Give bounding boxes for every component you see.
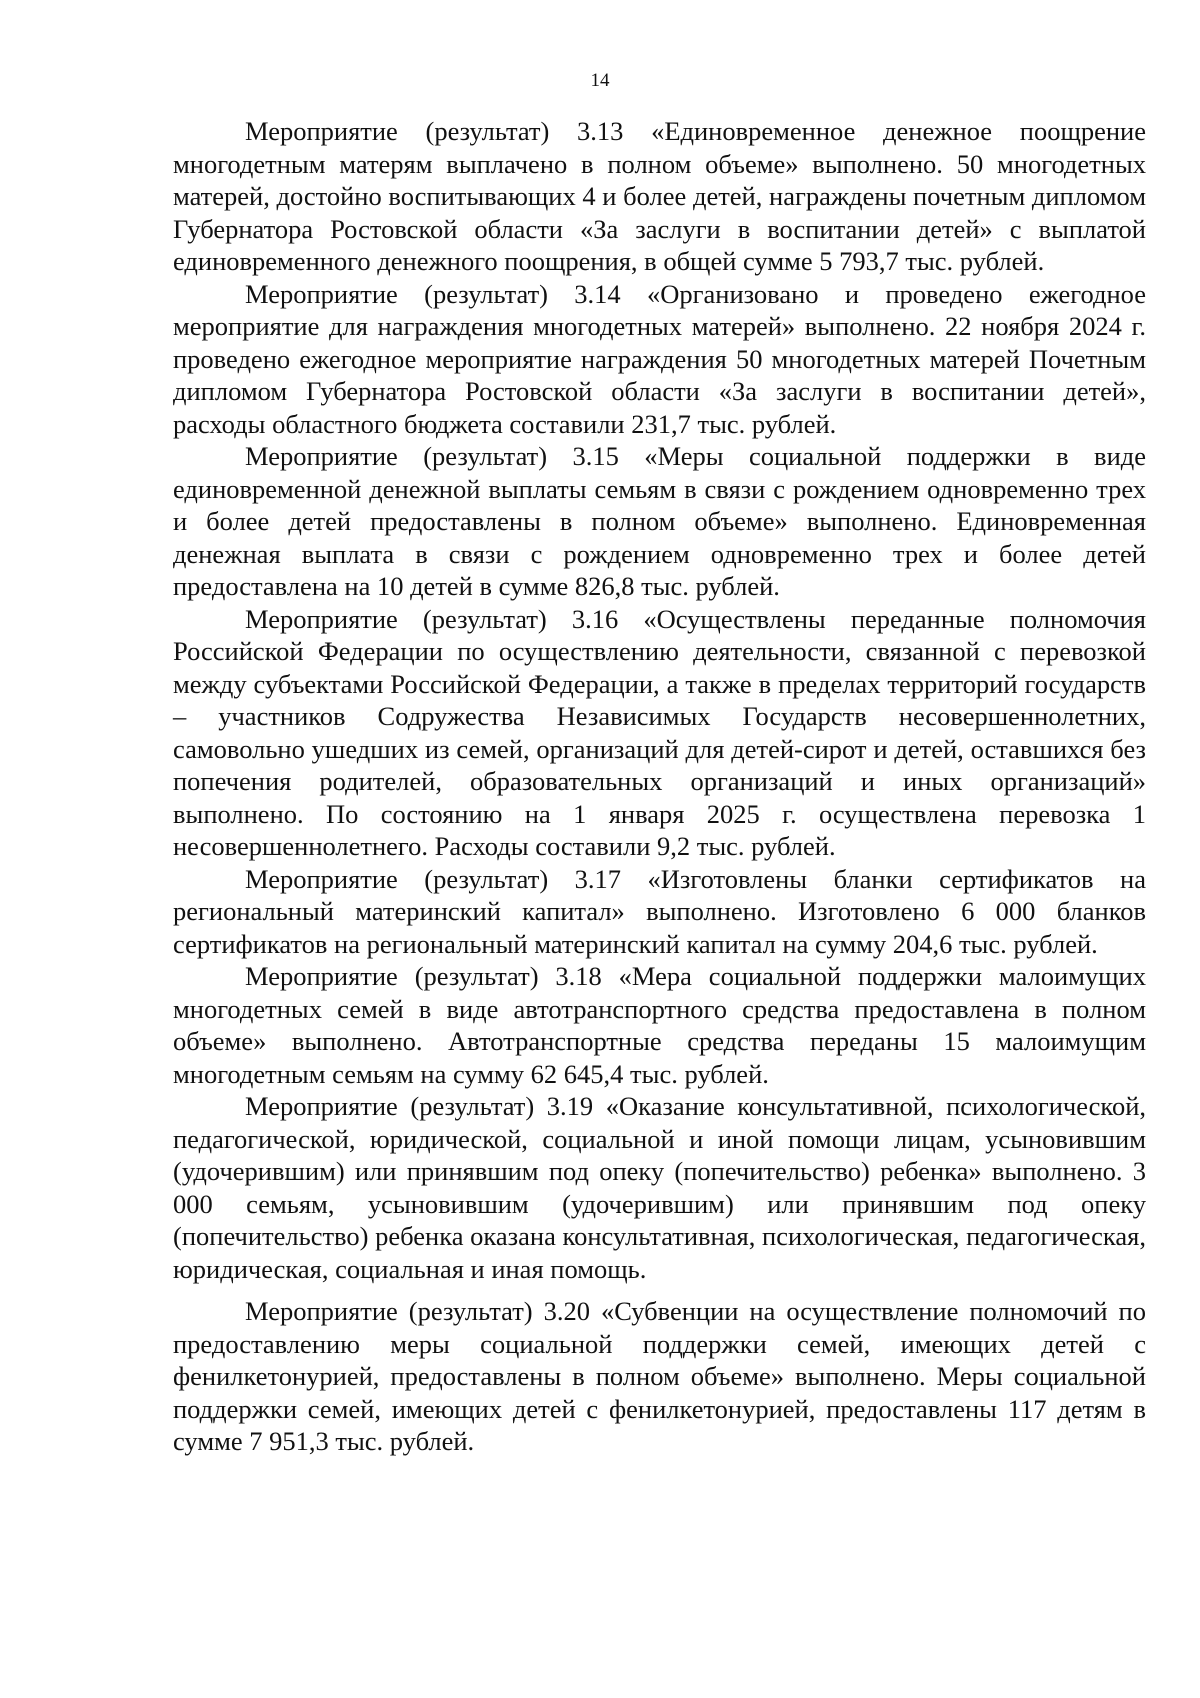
paragraph-3-18: Мероприятие (результат) 3.18 «Мера социальной поддержки малоимущих многодетных семей в виде автотранспортного средства предоставлена в полном объеме» выполнено. Автотранспортные средства переданы 15 малоимущим многодетным семьям на сумму 62 645,4 тыс. рублей. (173, 961, 1146, 1089)
paragraph-3-14: Мероприятие (результат) 3.14 «Организовано и проведено ежегодное мероприятие для награждения многодетных матерей» выполнено. 22 ноября 2024 г. проведено ежегодное мероприятие награждения 50 многодетных матерей Почетным дипломом Губернатора Ростовской области «За заслуги в воспитании детей», расходы областного бюджета составили 231,7 тыс. рублей. (173, 278, 1146, 439)
page-number: 14 (590, 70, 610, 91)
paragraph-3-17: Мероприятие (результат) 3.17 «Изготовлены бланки сертификатов на региональный материнский капитал» выполнено. Изготовлено 6 000 бланков сертификатов на региональный материнский капитал на сумму 204,6 тыс. рублей. (173, 863, 1146, 959)
paragraph-3-13: Мероприятие (результат) 3.13 «Единовременное денежное поощрение многодетным матерям выплачено в полном объеме» выполнено. 50 многодетных матерей, достойно воспитывающих 4 и более детей, награждены почетным дипломом Губернатора Ростовской области «За заслуги в воспитании детей» с выплатой единовременного денежного поощрения, в общей сумме 5 793,7 тыс. рублей. (173, 116, 1146, 276)
paragraph-3-16: Мероприятие (результат) 3.16 «Осуществлены переданные полномочия Российской Федерации по осуществлению деятельности, связанной с перевозкой между субъектами Российской Федерации, а также в пределах территорий государств – участников Содружества Независимых Государств несовершеннолетних, самовольно ушедших из семей, организаций для детей-сирот и детей, оставшихся без попечения родителей, образовательных организаций и иных организаций» выполнено. По состоянию на 1 января 2025 г. осуществлена перевозка 1 несовершеннолетнего. Расходы составили 9,2 тыс. рублей. (173, 603, 1146, 861)
paragraph-3-15: Мероприятие (результат) 3.15 «Меры социальной поддержки в виде единовременной денежной выплаты семьям в связи с рождением одновременно трех и более детей предоставлены в полном объеме» выполнено. Единовременная денежная выплата в связи с рождением одновременно трех и более детей предоставлена на 10 детей в сумме 826,8 тыс. рублей. (173, 441, 1146, 601)
paragraph-3-20: Мероприятие (результат) 3.20 «Субвенции на осуществление полномочий по предоставлению меры социальной поддержки семей, имеющих детей с фенилкетонурией, предоставлены в полном объеме» выполнено. Меры социальной поддержки семей, имеющих детей с фенилкетонурией, предоставлены 117 детям в сумме 7 951,3 тыс. рублей. (173, 1296, 1146, 1456)
document-body (173, 115, 1146, 1458)
paragraph-3-19: Мероприятие (результат) 3.19 «Оказание консультативной, психологической, педагогической, юридической, социальной и иной помощи лицам, усыновившим (удочерившим) или принявшим под опеку (попечительство) ребенка» выполнено. 3 000 семьям, усыновившим (удочерившим) или принявшим под опеку (попечительство) ребенка оказана консультативная, психологическая, педагогическая, юридическая, социальная и иная помощь. (173, 1091, 1146, 1284)
